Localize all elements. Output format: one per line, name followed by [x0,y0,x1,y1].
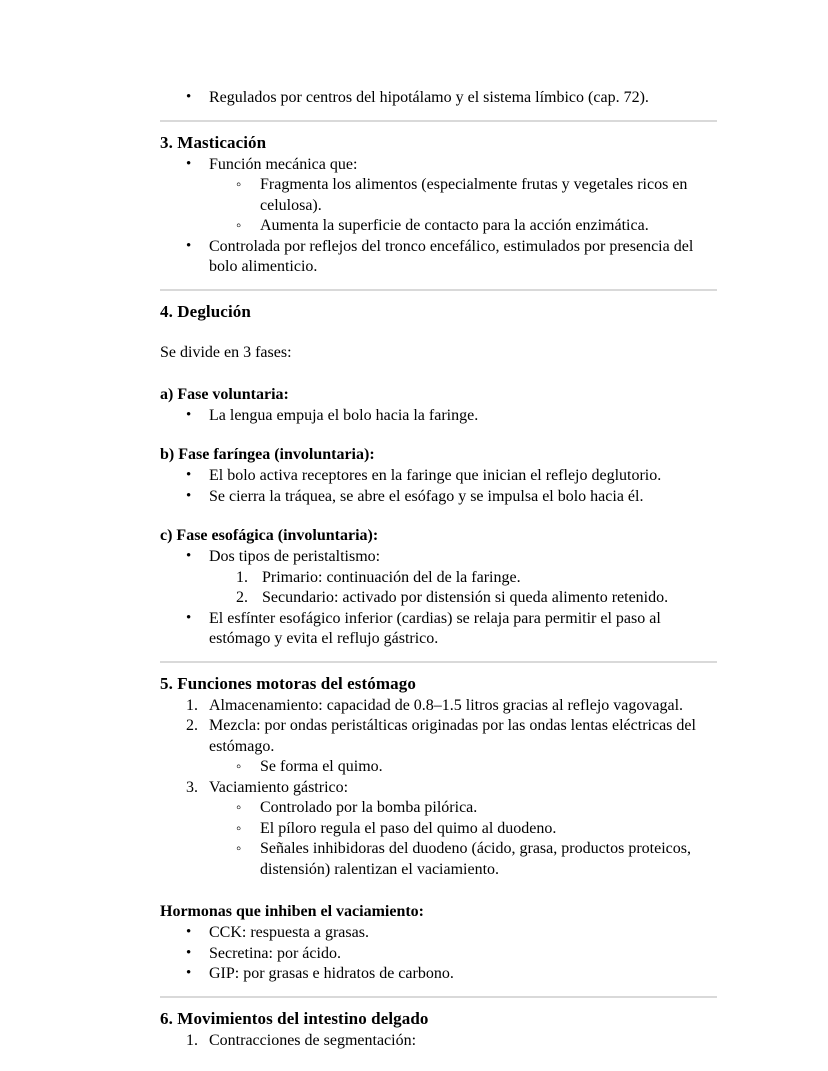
carryover-list [160,88,718,109]
fase-esofagica-list [160,547,718,650]
list-item-text: Vaciamiento gástrico: [209,778,349,796]
fase-faringea-list [160,466,718,507]
movimientos-intestino-list [160,1031,718,1052]
spacer [160,507,718,526]
section-divider [160,661,717,663]
list-item [160,819,718,840]
list-marker: 1. [186,696,198,714]
list-item [160,778,718,799]
spacer [160,880,718,902]
list-item [160,487,718,508]
funciones-motoras-list [160,696,718,881]
list-item [160,216,718,237]
list-item-text: • El bolo activa receptores en la faringe que inician el reflejo deglutorio. [209,467,662,484]
list-item-text: • CCK: respuesta a grasas. [209,924,369,941]
list-item-text: • Secretina: por ácido. [209,944,341,962]
list-item-text: • Se cierra la tráquea, se abre el esófago y se impulsa el bolo hacia él. [209,487,644,505]
list-item-text: • La lengua empuja el bolo hacia la faringe. [209,406,479,424]
subheading-fase-esofagica: c) Fase esofágica (involuntaria): [160,527,379,544]
list-item [160,568,718,589]
section-divider [160,996,717,998]
subheading-hormonas: Hormonas que inhiben el vaciamiento: [160,903,425,920]
list-item [160,798,718,819]
list-item [160,237,718,278]
list-item-text: Secundario: activado por distensión si queda alimento retenido. [262,589,669,606]
page-title-movimientos-intestino: 6. Movimientos del intestino delgado [160,1008,429,1028]
list-item [160,839,718,880]
subheading-fase-faringea: b) Fase faríngea (involuntaria): [160,446,375,463]
list-item-text: Contracciones de segmentación: [209,1031,417,1049]
list-item-text: • GIP: por grasas e hidratos de carbono. [209,965,454,982]
list-item-text: • Dos tipos de peristaltismo: [209,548,381,565]
list-item-text: ◦ Se forma el quimo. [260,758,383,775]
list-item [160,547,718,568]
list-item [160,155,718,176]
hormonas-list [160,923,718,985]
list-item [160,88,718,109]
list-item [160,588,718,609]
section-divider [160,120,717,122]
list-item [160,944,718,965]
list-item-text: ◦ Controlado por la bomba pilórica. [260,799,478,816]
list-marker: 1. [186,1031,198,1049]
list-item-text: Mezcla: por ondas peristálticas originadas por las ondas lentas eléctricas del estómago. [209,717,696,755]
list-item-text: ◦ Aumenta la superficie de contacto para la acción enzimática. [260,217,649,234]
list-marker: 2. [186,717,198,734]
spacer [160,426,718,445]
list-item-text: Almacenamiento: capacidad de 0.8–1.5 litros gracias al reflejo vagovagal. [209,696,684,714]
list-item [160,609,718,650]
spacer [160,324,718,343]
list-item [160,406,718,427]
list-marker: 1. [236,568,248,586]
list-item [160,757,718,778]
list-item [160,696,718,717]
list-item [160,716,718,757]
list-item [160,1031,718,1052]
section-divider [160,289,717,291]
deglucion-intro: Se divide en 3 fases: [160,343,292,361]
list-marker: 2. [236,589,248,606]
list-item-text: Primario: continuación del de la faringe. [262,568,521,586]
fase-voluntaria-list [160,406,718,427]
spacer [160,363,718,385]
list-item-text: • El esfínter esofágico inferior (cardias) se relaja para permitir el paso al estómago y evita el reflujo gástrico. [209,609,661,647]
list-item-text: • Función mecánica que: [209,155,358,173]
subheading-fase-voluntaria: a) Fase voluntaria: [160,385,289,403]
list-item-text: ◦ Señales inhibidoras del duodeno (ácido, grasa, productos proteicos, distensión) ralentizan el vaciamiento. [260,840,691,878]
masticacion-list [160,155,718,278]
list-item [160,466,718,487]
list-item [160,175,718,216]
list-item [160,923,718,944]
list-item [160,964,718,985]
page-title-masticacion: 3. Masticación [160,132,267,152]
page-title-funciones-motoras: 5. Funciones motoras del estómago [160,673,416,693]
list-item-text: ◦ El píloro regula el paso del quimo al duodeno. [260,819,557,837]
list-item-text: • Controlada por reflejos del tronco encefálico, estimulados por presencia del bolo alimenticio. [209,237,694,275]
list-item-text: • Regulados por centros del hipotálamo y el sistema límbico (cap. 72). [209,89,649,106]
list-item-text: ◦ Fragmenta los alimentos (especialmente frutas y vegetales ricos en celulosa). [260,176,688,214]
page-title-deglucion: 4. Deglución [160,301,251,321]
list-marker: 3. [186,778,198,796]
document-content [160,88,718,1051]
